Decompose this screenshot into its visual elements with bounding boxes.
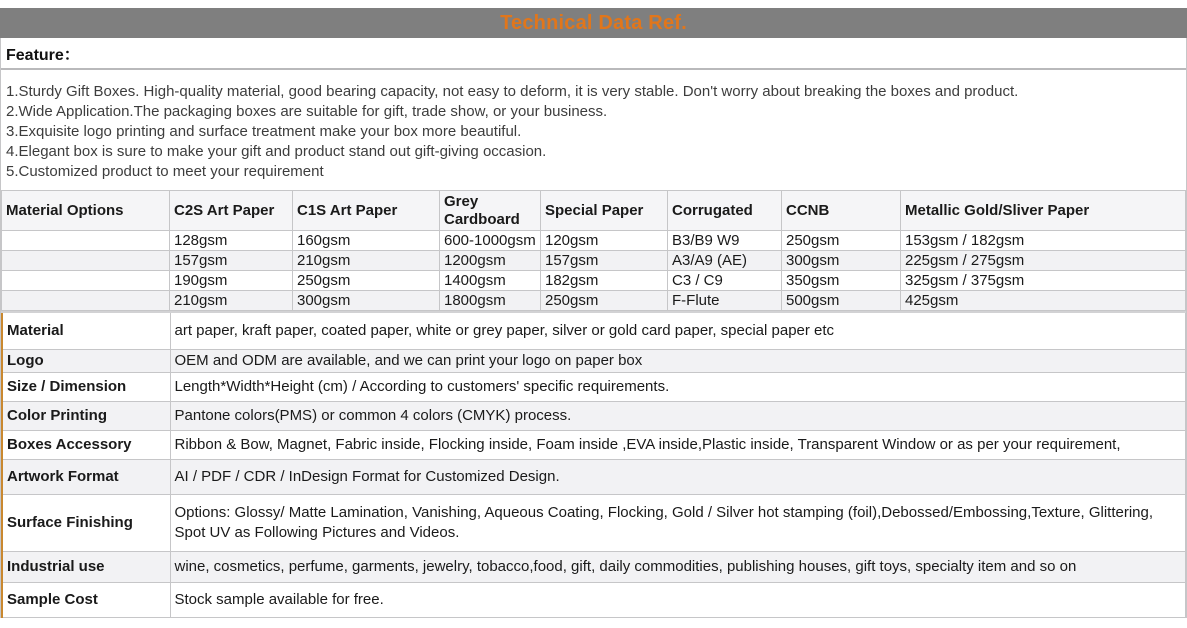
materials-cell: 1400gsm <box>440 271 541 291</box>
materials-table <box>1 190 1186 311</box>
materials-cell: 425gsm <box>901 291 1186 311</box>
spec-label: Size / Dimension <box>2 372 170 401</box>
materials-cell: 157gsm <box>541 251 668 271</box>
materials-cell: 350gsm <box>782 271 901 291</box>
title-bar <box>0 8 1187 38</box>
feature-heading: Feature： <box>1 38 1186 70</box>
materials-cell: B3/B9 W9 <box>668 231 782 251</box>
materials-cell: 250gsm <box>782 231 901 251</box>
spec-value: Pantone colors(PMS) or common 4 colors (CMYK) process. <box>170 401 1186 430</box>
materials-cell: C3 / C9 <box>668 271 782 291</box>
spec-row <box>2 312 1186 349</box>
materials-cell: 250gsm <box>541 291 668 311</box>
materials-cell <box>2 271 170 291</box>
spec-row <box>2 401 1186 430</box>
spec-label: Boxes Accessory <box>2 430 170 459</box>
materials-cell <box>2 231 170 251</box>
materials-cell: 1800gsm <box>440 291 541 311</box>
materials-column-header: Metallic Gold/Sliver Paper <box>901 191 1186 231</box>
materials-header-row <box>2 191 1186 231</box>
spec-row <box>2 349 1186 372</box>
materials-cell: 190gsm <box>170 271 293 291</box>
materials-cell <box>2 251 170 271</box>
materials-cell: 325gsm / 375gsm <box>901 271 1186 291</box>
materials-cell <box>2 291 170 311</box>
spec-row <box>2 582 1186 617</box>
spec-row <box>2 494 1186 551</box>
materials-cell: 120gsm <box>541 231 668 251</box>
spec-value: Options: Glossy/ Matte Lamination, Vanishing, Aqueous Coating, Flocking, Gold / Silver hot stamping (foil),Debossed/Embossing,Texture, Glittering, Spot UV as Following Pictures and Videos. <box>170 494 1186 551</box>
materials-column-header: Corrugated <box>668 191 782 231</box>
materials-cell: 500gsm <box>782 291 901 311</box>
feature-item: 1.Sturdy Gift Boxes. High-quality material, good bearing capacity, not easy to deform, it is very stable. Don't worry about breaking the boxes and product. <box>6 83 1019 100</box>
materials-cell: 160gsm <box>293 231 440 251</box>
feature-item: 5.Customized product to meet your requirement <box>6 163 324 180</box>
spec-value: Stock sample available for free. <box>170 582 1186 617</box>
materials-row <box>2 291 1186 311</box>
materials-column-header: Material Options <box>2 191 170 231</box>
spec-label: Industrial use <box>2 551 170 582</box>
feature-list <box>1 70 1186 190</box>
spec-row <box>2 551 1186 582</box>
materials-cell: 153gsm / 182gsm <box>901 231 1186 251</box>
page-title: Technical Data Ref. <box>500 12 687 34</box>
materials-row <box>2 251 1186 271</box>
materials-cell: 157gsm <box>170 251 293 271</box>
materials-row <box>2 271 1186 291</box>
materials-cell: A3/A9 (AE) <box>668 251 782 271</box>
feature-item: 2.Wide Application.The packaging boxes are suitable for gift, trade show, or your business. <box>6 103 608 120</box>
spec-value: AI / PDF / CDR / InDesign Format for Customized Design. <box>170 459 1186 494</box>
materials-cell: 250gsm <box>293 271 440 291</box>
materials-cell: F-Flute <box>668 291 782 311</box>
materials-cell: 128gsm <box>170 231 293 251</box>
materials-cell: 600-1000gsm <box>440 231 541 251</box>
materials-cell: 300gsm <box>782 251 901 271</box>
spec-value: art paper, kraft paper, coated paper, white or grey paper, silver or gold card paper, special paper etc <box>170 312 1186 349</box>
materials-cell: 210gsm <box>170 291 293 311</box>
spec-label: Surface Finishing <box>2 494 170 551</box>
materials-column-header: C1S Art Paper <box>293 191 440 231</box>
materials-row <box>2 231 1186 251</box>
spec-table <box>1 311 1186 618</box>
spec-row <box>2 372 1186 401</box>
materials-column-header: Special Paper <box>541 191 668 231</box>
spec-row <box>2 430 1186 459</box>
spec-value: Length*Width*Height (cm) / According to customers' specific requirements. <box>170 372 1186 401</box>
spec-value: OEM and ODM are available, and we can print your logo on paper box <box>170 349 1186 372</box>
spec-label: Color Printing <box>2 401 170 430</box>
materials-column-header: Grey Cardboard <box>440 191 541 231</box>
materials-cell: 225gsm / 275gsm <box>901 251 1186 271</box>
spec-label: Logo <box>2 349 170 372</box>
materials-cell: 182gsm <box>541 271 668 291</box>
content-area <box>0 38 1187 618</box>
spec-label: Material <box>2 312 170 349</box>
feature-item: 4.Elegant box is sure to make your gift and product stand out gift-giving occasion. <box>6 143 547 160</box>
spec-row <box>2 459 1186 494</box>
materials-column-header: CCNB <box>782 191 901 231</box>
spec-label: Sample Cost <box>2 582 170 617</box>
spec-value: Ribbon & Bow, Magnet, Fabric inside, Flocking inside, Foam inside ,EVA inside,Plastic inside, Transparent Window or as per your requirement, <box>170 430 1186 459</box>
materials-cell: 210gsm <box>293 251 440 271</box>
feature-item: 3.Exquisite logo printing and surface treatment make your box more beautiful. <box>6 123 522 140</box>
materials-cell: 300gsm <box>293 291 440 311</box>
materials-column-header: C2S Art Paper <box>170 191 293 231</box>
spec-value: wine, cosmetics, perfume, garments, jewelry, tobacco,food, gift, daily commodities, publishing houses, gift toys, specialty item and so on <box>170 551 1186 582</box>
spec-label: Artwork Format <box>2 459 170 494</box>
materials-cell: 1200gsm <box>440 251 541 271</box>
